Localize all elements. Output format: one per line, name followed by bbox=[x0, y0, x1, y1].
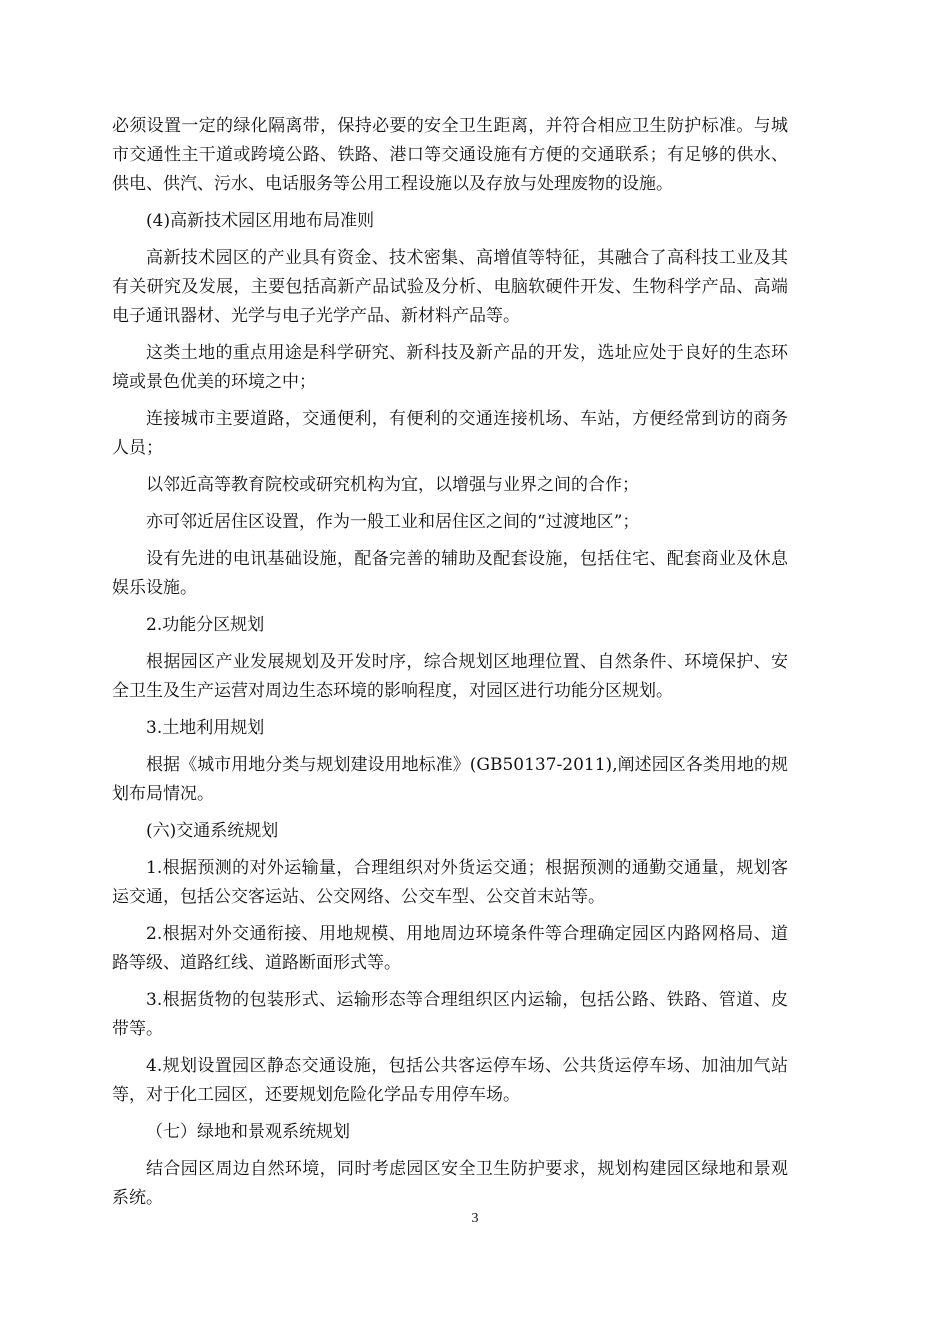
heading-high-tech-park-layout: (4)高新技术园区用地布局准则 bbox=[146, 211, 375, 231]
paragraph: 根据园区产业发展规划及开发时序，综合规划区地理位置、自然条件、环境保护、安全卫生及生产运营对周边生态环境的影响程度，对园区进行功能分区规划。 bbox=[112, 652, 788, 701]
paragraph: 亦可邻近居住区设置，作为一般工业和居住区之间的“过渡地区”； bbox=[146, 512, 640, 532]
paragraph: 2.根据对外交通衔接、用地规模、用地周边环境条件等合理确定园区内路网格局、道路等级、道路红线、道路断面形式等。 bbox=[112, 924, 788, 973]
paragraph: 1.根据预测的对外运输量，合理组织对外货运交通；根据预测的通勤交通量，规划客运交通，包括公交客运站、公交网络、公交车型、公交首末站等。 bbox=[112, 858, 788, 907]
paragraph: 这类土地的重点用途是科学研究、新科技及新产品的开发，选址应处于良好的生态环境或景色优美的环境之中； bbox=[112, 343, 788, 392]
document-body bbox=[112, 112, 788, 1221]
paragraph-continuation: 必须设置一定的绿化隔离带，保持必要的安全卫生距离，并符合相应卫生防护标准。与城市交通性主干道或跨境公路、铁路、港口等交通设施有方便的交通联系；有足够的供水、供电、供汽、污水、电话服务等公用工程设施以及存放与处理废物的设施。 bbox=[112, 116, 788, 194]
paragraph: 3.根据货物的包装形式、运输形态等合理组织区内运输，包括公路、铁路、管道、皮带等。 bbox=[112, 990, 788, 1039]
heading-green-landscape: （七）绿地和景观系统规划 bbox=[146, 1122, 350, 1142]
paragraph: 以邻近高等教育院校或研究机构为宜，以增强与业界之间的合作； bbox=[146, 475, 639, 495]
heading-land-use-planning: 3.土地利用规划 bbox=[146, 718, 265, 738]
heading-functional-zoning: 2.功能分区规划 bbox=[146, 615, 265, 635]
paragraph: 连接城市主要道路，交通便利，有便利的交通连接机场、车站，方便经常到访的商务人员； bbox=[112, 409, 788, 458]
paragraph: 4.规划设置园区静态交通设施，包括公共客运停车场、公共货运停车场、加油加气站等，对于化工园区，还要规划危险化学品专用停车场。 bbox=[112, 1056, 788, 1105]
page-number: 3 bbox=[471, 1211, 479, 1226]
heading-transport-system: (六)交通系统规划 bbox=[146, 821, 279, 841]
paragraph: 根据《城市用地分类与规划建设用地标准》(GB50137-2011),阐述园区各类用地的规划布局情况。 bbox=[112, 755, 788, 804]
paragraph: 结合园区周边自然环境，同时考虑园区安全卫生防护要求，规划构建园区绿地和景观系统。 bbox=[112, 1159, 788, 1208]
paragraph: 设有先进的电讯基础设施，配备完善的辅助及配套设施，包括住宅、配套商业及休息娱乐设施。 bbox=[112, 549, 788, 598]
paragraph: 高新技术园区的产业具有资金、技术密集、高增值等特征，其融合了高科技工业及其有关研究及发展，主要包括高新产品试验及分析、电脑软硬件开发、生物科学产品、高端电子通讯器材、光学与电子光学产品、新材料产品等。 bbox=[112, 248, 788, 326]
